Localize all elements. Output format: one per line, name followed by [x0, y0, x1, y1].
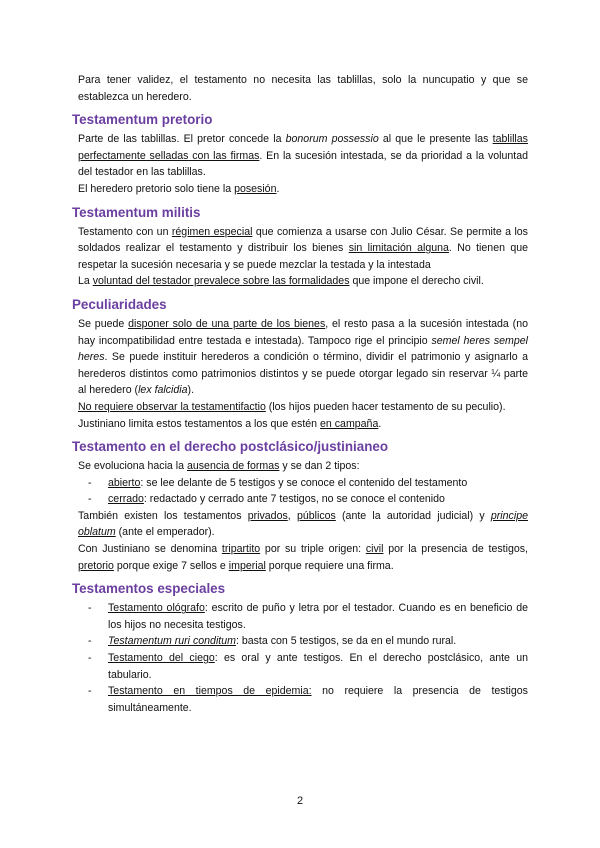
peculiaridades-paragraph-3: Justiniano limita estos testamentos a los que estén en campaña.	[78, 417, 382, 430]
heading-derecho-postclasico: Testamento en el derecho postclásico/justinianeo	[72, 439, 389, 455]
especiales-list	[72, 600, 528, 716]
pretorio-paragraph-2: El heredero pretorio solo tiene la posesión.	[78, 182, 280, 195]
list-item: - Testamento del ciego: es oral y ante testigos. En el derecho postclásico, ante un tabulario.	[88, 650, 528, 683]
militis-paragraph-2: La voluntad del testador prevalece sobre las formalidades que impone el derecho civil.	[78, 275, 484, 288]
heading-peculiaridades: Peculiaridades	[72, 296, 167, 312]
heading-testamentum-pretorio: Testamentum pretorio	[72, 112, 213, 128]
intro-paragraph: Para tener validez, el testamento no necesita las tablillas, solo la nuncupatio y que se establezca un heredero.	[78, 74, 528, 103]
list-item: - cerrado: redactado y cerrado ante 7 testigos, no se conoce el contenido	[88, 491, 528, 508]
page-number: 2	[296, 795, 304, 807]
postclasico-list	[72, 475, 528, 508]
peculiaridades-paragraph-2: No requiere observar la testamentifactio (los hijos pueden hacer testamento de su peculio).	[78, 400, 506, 413]
list-item: - Testamento ológrafo: escrito de puño y letra por el testador. Cuando es en beneficio de los hijos no necesita testigos.	[88, 600, 528, 633]
list-item: - Testamentum ruri conditum: basta con 5 testigos, se da en el mundo rural.	[88, 633, 528, 650]
heading-testamentos-especiales: Testamentos especiales	[72, 581, 226, 597]
pretorio-paragraph-1: Parte de las tablillas. El pretor concede la bonorum possessio al que le presente las tablillas perfectamente selladas con las firmas. En la sucesión intestada, se da prioridad a la voluntad del testador en las tablillas.	[78, 133, 528, 179]
postclasico-paragraph-3: Con Justiniano se denomina tripartito por su triple origen: civil por la presencia de testigos, pretorio porque exige 7 sellos e imperial porque requiere una firma.	[78, 543, 528, 572]
militis-paragraph-1: Testamento con un régimen especial que comienza a usarse con Julio César. Se permite a los soldados realizar el testamento y distribuir los bienes sin limitación alguna. No tienen que respetar la sucesión necesaria y se puede mezclar la testada y la intestada	[78, 225, 528, 271]
postclasico-paragraph-2: También existen los testamentos privados, públicos (ante la autoridad judicial) y principe oblatum (ante el emperador).	[78, 509, 528, 539]
list-item: - abierto: se lee delante de 5 testigos y se conoce el contenido del testamento	[88, 475, 528, 492]
peculiaridades-paragraph-1: Se puede disponer solo de una parte de los bienes, el resto pasa a la sucesión intestada (no hay incompatibilidad entre testada e intestada). Tampoco rige el principio semel heres sempel heres. Se puede instituir herederos a condición o término, dividir el patrimonio y asignarlo a herederos distintos como patrimonios distintos y se puede otorgar legado sin reservar ¼ parte al heredero (lex falcidia).	[78, 317, 528, 397]
list-item: - Testamento en tiempos de epidemia: no requiere la presencia de testigos simultáneamente.	[88, 683, 528, 716]
heading-testamentum-militis: Testamentum militis	[72, 204, 201, 220]
postclasico-paragraph-1: Se evoluciona hacia la ausencia de formas y se dan 2 tipos:	[78, 460, 360, 473]
